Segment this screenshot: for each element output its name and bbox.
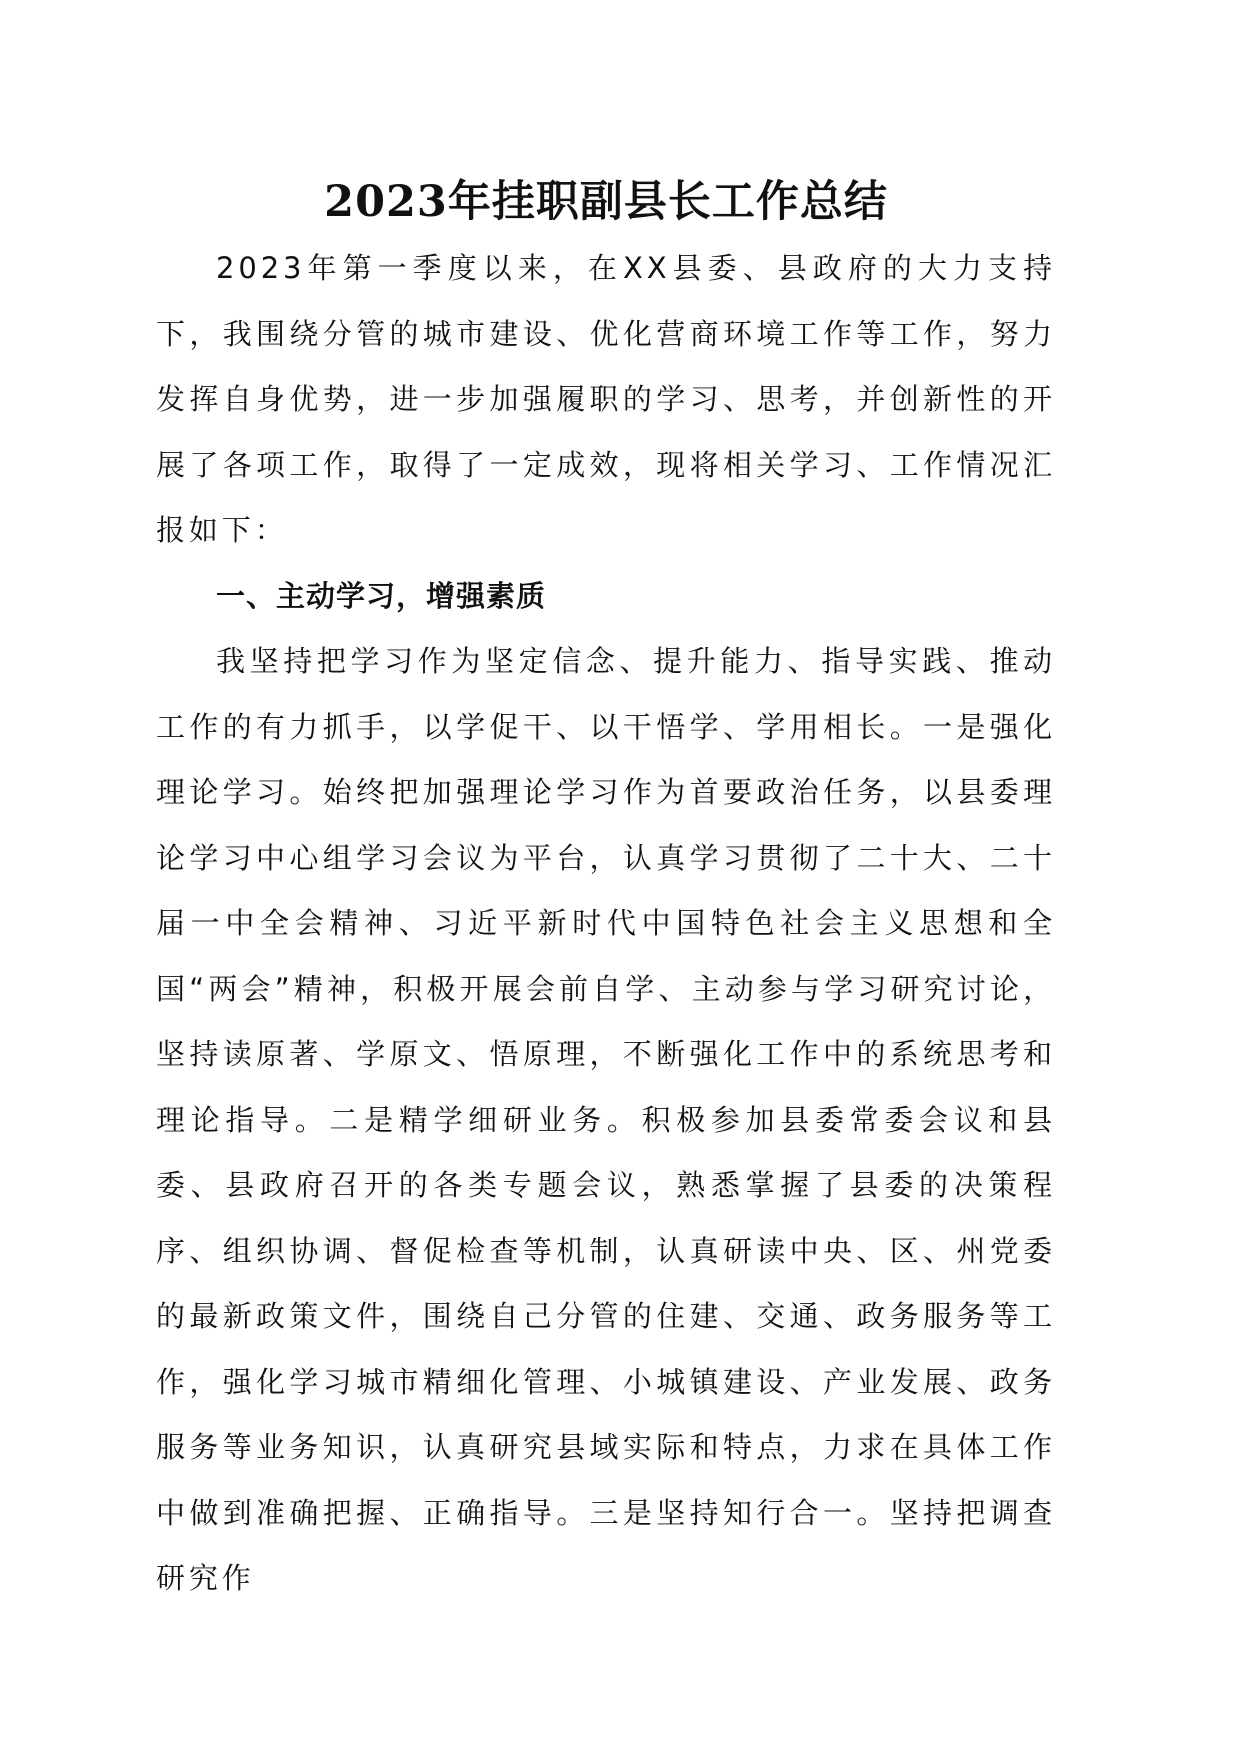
document-body xyxy=(156,172,1056,1612)
intro-paragraph: 2023年第一季度以来，在XX县委、县政府的大力支持下，我围绕分管的城市建设、优化营商环境工作等工作，努力发挥自身优势，进一步加强履职的学习、思考，并创新性的开展了各项工作，取得了一定成效，现将相关学习、工作情况汇报如下： xyxy=(156,251,1056,547)
section-1-paragraph: 我坚持把学习作为坚定信念、提升能力、指导实践、推动工作的有力抓手，以学促干、以干悟学、学用相长。一是强化理论学习。始终把加强理论学习作为首要政治任务，以县委理论学习中心组学习会议为平台，认真学习贯彻了二十大、二十届一中全会精神、习近平新时代中国特色社会主义思想和全国“两会”精神，积极开展会前自学、主动参与学习研究讨论，坚持读原著、学原文、悟原理，不断强化工作中的系统思考和理论指导。二是精学细研业务。积极参加县委常委会议和县委、县政府召开的各类专题会议，熟悉掌握了县委的决策程序、组织协调、督促检查等机制，认真研读中央、区、州党委的最新政策文件，围绕自己分管的住建、交通、政务服务等工作，强化学习城市精细化管理、小城镇建设、产业发展、政务服务等业务知识，认真研究县域实际和特点，力求在具体工作中做到准确把握、正确指导。三是坚持知行合一。坚持把调查研究作 xyxy=(156,644,1056,1595)
document-title: 2023年挂职副县长工作总结 xyxy=(324,177,888,227)
section-1-heading: 一、主动学习，增强素质 xyxy=(216,578,547,613)
